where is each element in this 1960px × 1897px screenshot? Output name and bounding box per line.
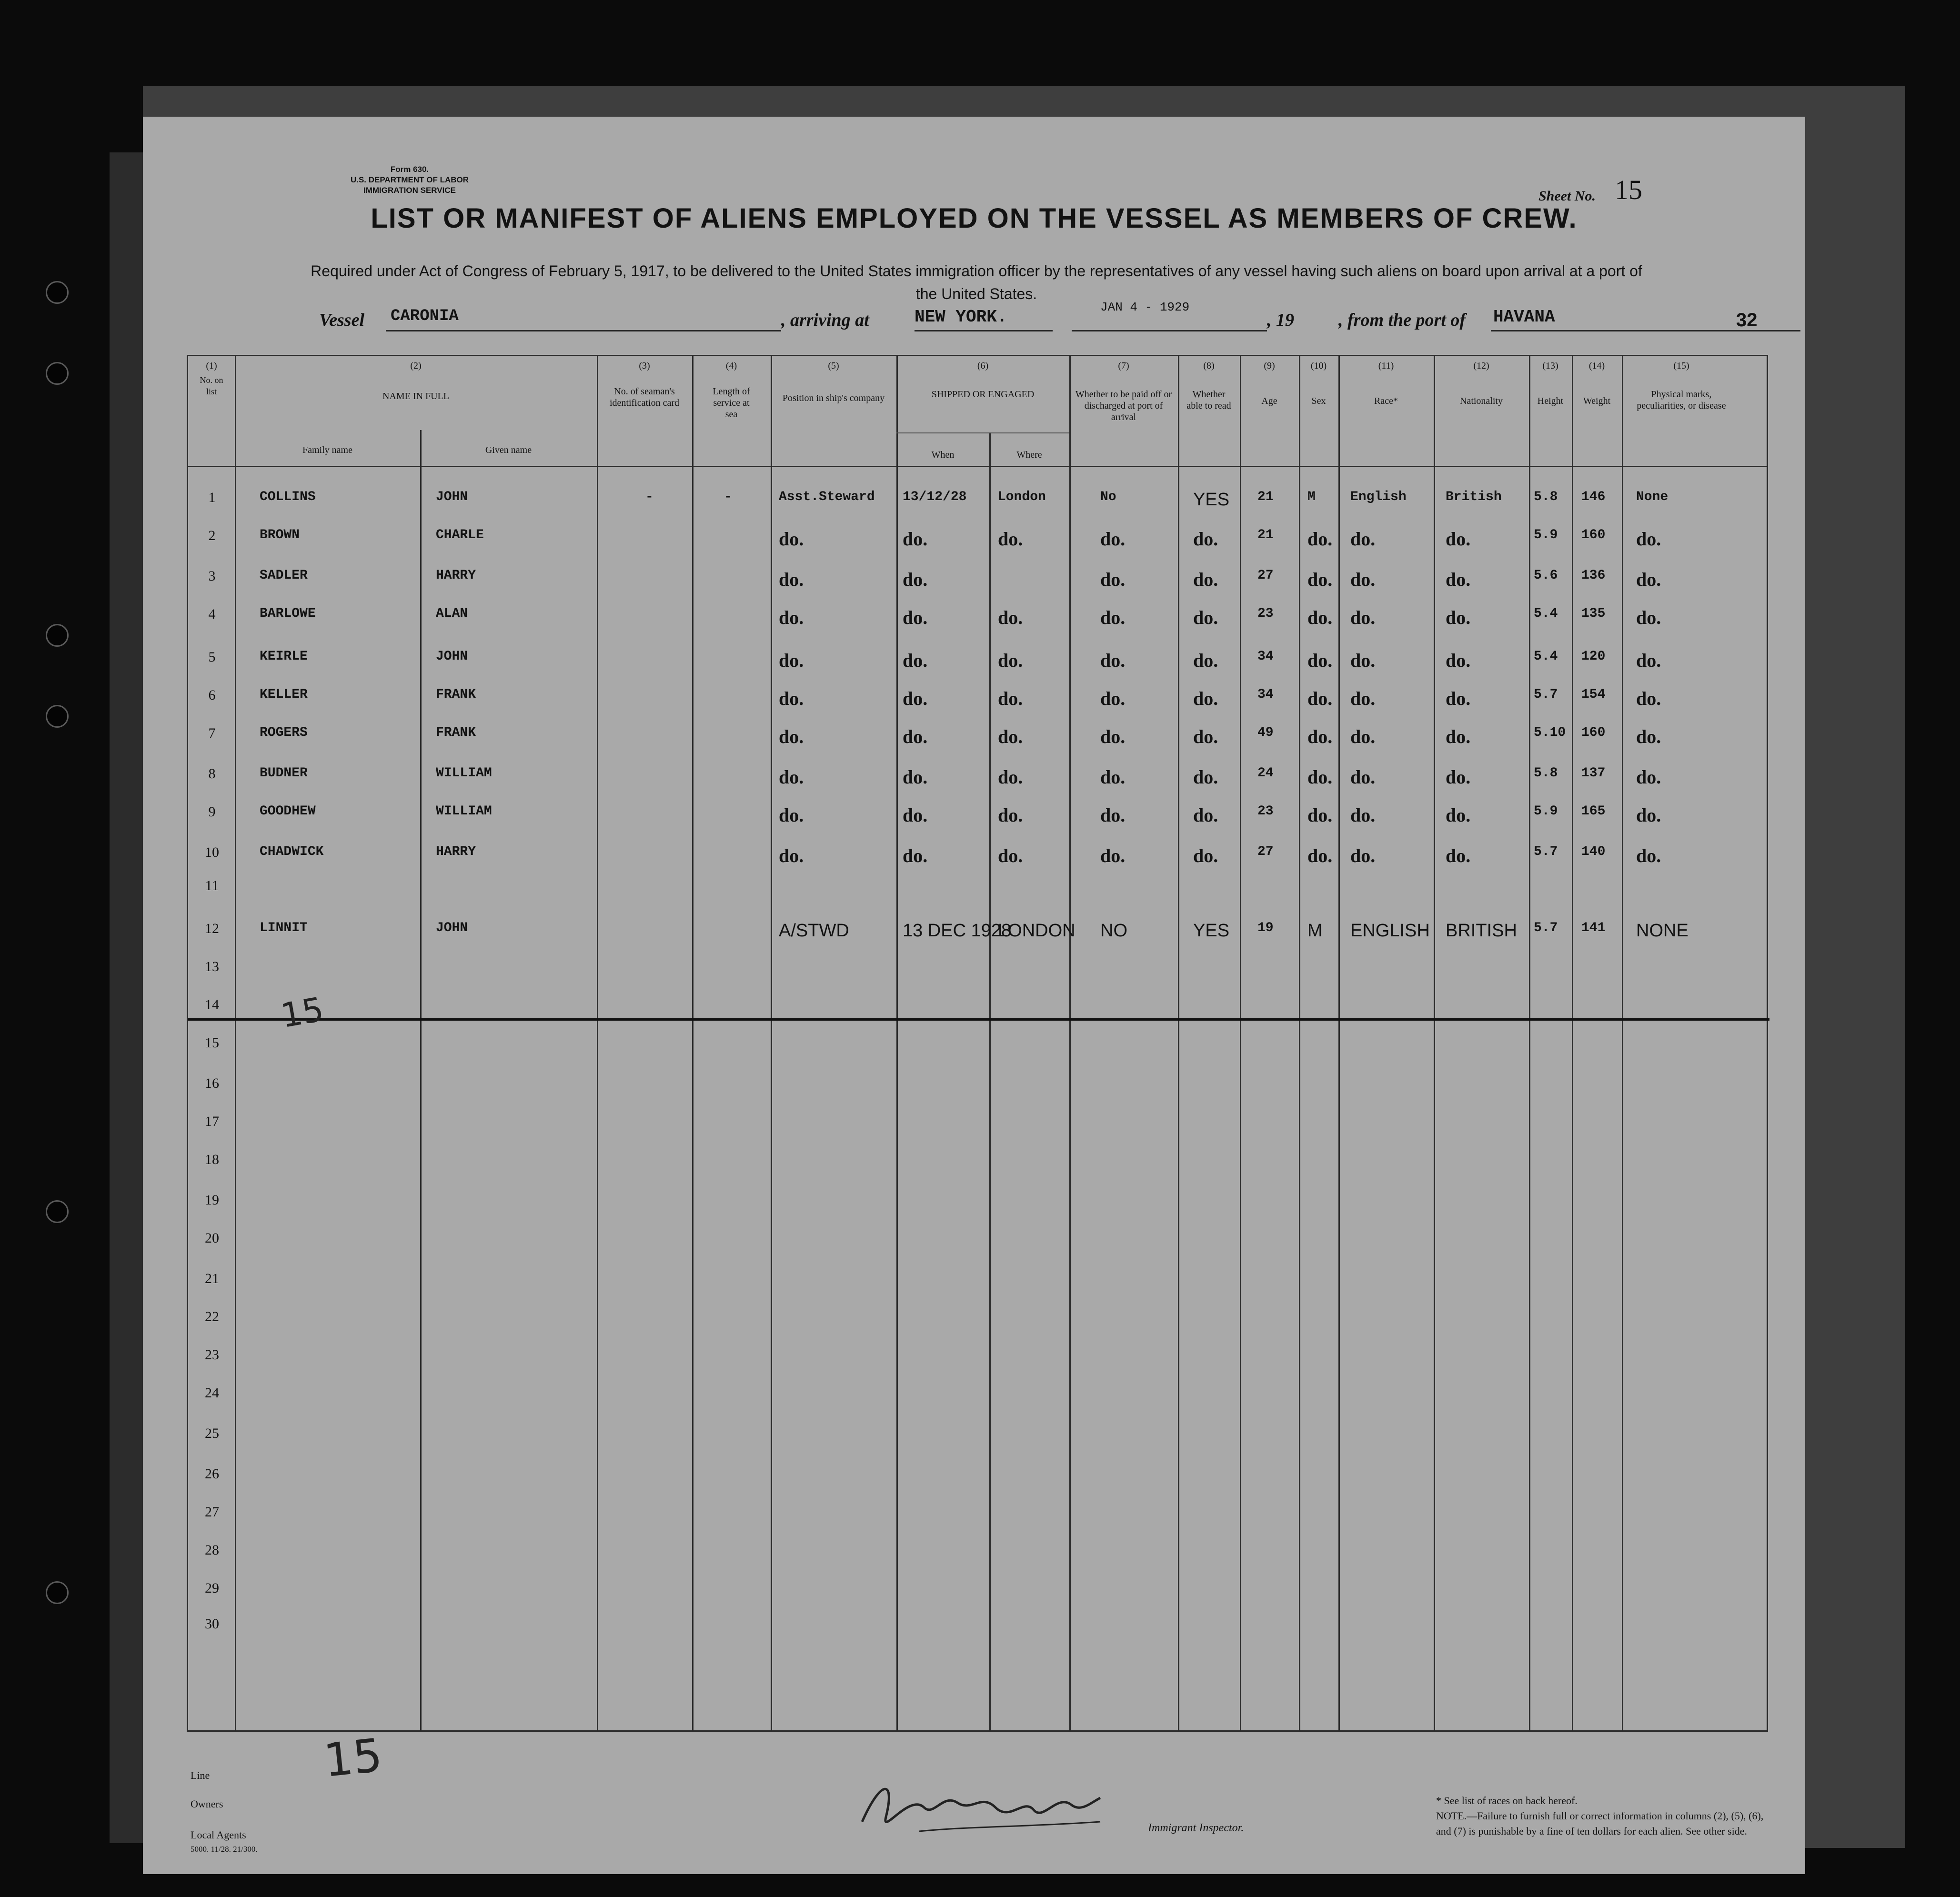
row-number: 9 [208,804,216,820]
cell-weight: 160 [1581,528,1606,542]
cell-weight: 120 [1581,649,1606,664]
cell-age: 19 [1257,921,1274,935]
cell-sex: do. [1307,607,1333,628]
cell-weight: 141 [1581,921,1606,935]
cell-sex: do. [1307,845,1333,866]
arrival-date-stamp: JAN 4 - 1929 [1100,300,1190,314]
cell-given-name: FRANK [436,687,476,702]
cell-position: do. [779,688,804,709]
cell-age: 23 [1257,606,1274,621]
cell-race: do. [1350,804,1376,826]
row-number: 15 [205,1035,219,1051]
form-header [348,164,472,196]
row-number: 24 [205,1385,219,1401]
col-height-header: (13) Height [1537,361,1564,406]
cell-able-to-read: do. [1193,607,1218,628]
col-sex-header: (10) Sex [1310,361,1327,406]
cell-height: 5.9 [1534,528,1558,542]
cell-shipped-when: do. [903,569,928,590]
cell-shipped-when: do. [903,845,928,866]
cell-weight: 165 [1581,804,1606,819]
col-family-header: Family name [302,445,352,455]
row-number: 5 [208,649,216,665]
service: IMMIGRATION SERVICE [363,186,456,195]
cell-physical-marks: do. [1636,804,1661,826]
cell-height: 5.8 [1534,766,1558,781]
footer-line-label: Line [191,1769,210,1781]
cell-race: do. [1350,688,1376,709]
cell-given-name: WILLIAM [436,804,492,819]
cell-able-to-read: do. [1193,688,1218,709]
cell-able-to-read: YES [1193,921,1230,941]
cell-family-name: ROGERS [260,725,308,740]
from-port-label: , from the port of [1338,310,1466,330]
footer-agents-label: Local Agents [191,1829,246,1841]
cell-position: do. [779,569,804,590]
row-number: 27 [205,1504,219,1520]
footnotes [1436,1793,1779,1839]
department: U.S. DEPARTMENT OF LABOR [350,175,469,184]
cell-shipped-when: do. [903,650,928,671]
cell-family-name: CHADWICK [260,844,324,859]
cell-sex: do. [1307,528,1333,550]
cell-physical-marks: do. [1636,528,1661,550]
cell-shipped-where: do. [998,845,1023,866]
cell-service-length: - [724,490,732,504]
footer-owners-label: Owners [191,1798,223,1810]
cell-weight: 135 [1581,606,1606,621]
cell-able-to-read: do. [1193,766,1218,788]
cell-age: 27 [1257,844,1274,859]
cell-shipped-when: do. [903,766,928,788]
cell-position: do. [779,766,804,788]
cell-shipped-when: 13 DEC 1928 [903,921,1012,941]
cell-nationality: do. [1446,650,1471,671]
cell-sex: do. [1307,569,1333,590]
cell-physical-marks: do. [1636,607,1661,628]
page-number: 32 [1736,310,1758,331]
cell-shipped-where: do. [998,804,1023,826]
cell-weight: 136 [1581,568,1606,583]
row-number: 21 [205,1271,219,1286]
cell-race: do. [1350,607,1376,628]
cell-family-name: BUDNER [260,766,308,781]
cell-position: do. [779,607,804,628]
cell-shipped-when: do. [903,688,928,709]
row-number: 22 [205,1309,219,1325]
cell-shipped-where: LONDON [998,921,1075,941]
cell-sex: do. [1307,650,1333,671]
cell-shipped-when: do. [903,607,928,628]
cell-nationality: British [1446,490,1502,504]
page-subtitle: Required under Act of Congress of February 5, 1917, to be delivered to the United States immigration officer by the representatives of any vessel having such aliens on board upon arrival at a port of the United States. [311,262,1642,302]
cell-given-name: FRANK [436,725,476,740]
cell-family-name: COLLINS [260,490,316,504]
cell-position: do. [779,528,804,550]
cell-nationality: do. [1446,607,1471,628]
cell-paid-off: do. [1100,688,1126,709]
cell-position: Asst.Steward [779,490,875,504]
cell-nationality: do. [1446,688,1471,709]
row-number: 25 [205,1425,219,1441]
races-note: * See list of races on back hereof. [1436,1795,1578,1807]
cell-given-name: HARRY [436,568,476,583]
cell-race: do. [1350,650,1376,671]
cell-weight: 154 [1581,687,1606,702]
manifest-sheet [143,117,1805,1874]
col-race-header: (11) Race* [1374,361,1398,406]
cell-age: 49 [1257,725,1274,740]
cell-sex: M [1307,490,1316,504]
arrival-port: NEW YORK. [915,307,1007,327]
col-given-header: Given name [485,445,532,455]
cell-height: 5.6 [1534,568,1558,583]
cell-sex: M [1307,921,1323,941]
cell-age: 21 [1257,490,1274,504]
sheet-label: Sheet No. [1538,188,1596,204]
cell-given-name: CHARLE [436,528,484,542]
cell-sex: do. [1307,726,1333,747]
vessel-underline [386,330,781,331]
row-number: 30 [205,1616,219,1632]
binder-hole [46,1581,69,1604]
port-underline [915,330,1053,331]
cell-position: do. [779,804,804,826]
cell-weight: 160 [1581,725,1606,740]
cell-height: 5.7 [1534,687,1558,702]
cell-nationality: do. [1446,528,1471,550]
cell-weight: 140 [1581,844,1606,859]
cell-physical-marks: NONE [1636,921,1689,941]
row-number: 4 [208,606,216,622]
col-when-header: When [931,450,955,460]
cell-able-to-read: YES [1193,490,1230,510]
cell-nationality: do. [1446,766,1471,788]
cell-paid-off: do. [1100,804,1126,826]
arriving-label: , arriving at [781,310,869,330]
cell-nationality: do. [1446,804,1471,826]
cell-height: 5.4 [1534,606,1558,621]
cell-given-name: WILLIAM [436,766,492,781]
cell-physical-marks: do. [1636,845,1661,866]
cell-able-to-read: do. [1193,569,1218,590]
col-name-header: (2) NAME IN FULL [382,361,449,401]
cell-able-to-read: do. [1193,845,1218,866]
cell-shipped-where: London [998,490,1046,504]
cell-age: 24 [1257,766,1274,781]
cell-nationality: BRITISH [1446,921,1517,941]
col-weight-header: (14) Weight [1583,361,1611,406]
cell-physical-marks: do. [1636,650,1661,671]
cell-shipped-when: do. [903,726,928,747]
row-number: 1 [208,490,216,505]
row-number: 29 [205,1580,219,1596]
cell-sex: do. [1307,804,1333,826]
cell-race: English [1350,490,1407,504]
row-number: 7 [208,725,216,741]
binder-hole [46,705,69,728]
row-number: 23 [205,1347,219,1363]
row-number: 3 [208,568,216,584]
sheet-number: 15 [1615,174,1642,205]
departure-port: HAVANA [1493,307,1555,327]
cell-given-name: JOHN [436,649,468,664]
row-number: 11 [205,878,219,893]
col-read-header: (8) Whether able to read [1186,361,1231,411]
cell-position: do. [779,845,804,866]
cell-nationality: do. [1446,845,1471,866]
inspector-signature [853,1765,1157,1846]
col-no-header: (1) No. on list [200,361,223,396]
col-position-header: (5) Position in ship's company [782,361,885,403]
cell-id-card-no: - [645,490,653,504]
cell-paid-off: No [1100,490,1116,504]
crew-manifest-table [187,355,1768,1732]
vessel-label: Vessel [319,310,364,330]
cell-age: 34 [1257,687,1274,702]
cell-height: 5.4 [1534,649,1558,664]
cell-weight: 146 [1581,490,1606,504]
cell-shipped-when: do. [903,528,928,550]
cell-family-name: SADLER [260,568,308,583]
cell-age: 34 [1257,649,1274,664]
cell-position: do. [779,726,804,747]
cell-nationality: do. [1446,569,1471,590]
cell-able-to-read: do. [1193,650,1218,671]
row-number: 20 [205,1230,219,1246]
cell-family-name: BROWN [260,528,300,542]
col-shipped-header: (6) SHIPPED OR ENGAGED [931,361,1035,400]
cell-height: 5.7 [1534,844,1558,859]
year-label: , 19 [1267,310,1294,330]
cell-shipped-when: do. [903,804,928,826]
col-card-header: (3) No. of seaman's identification card [609,361,680,408]
cell-shipped-when: 13/12/28 [903,490,967,504]
cell-race: do. [1350,766,1376,788]
vessel-name: CARONIA [391,307,459,325]
cell-shipped-where: do. [998,650,1023,671]
binder-hole [46,1200,69,1223]
cell-able-to-read: do. [1193,804,1218,826]
row-number: 12 [205,921,219,936]
cell-paid-off: do. [1100,650,1126,671]
row-number: 19 [205,1192,219,1208]
cell-shipped-where: do. [998,528,1023,550]
cell-shipped-where: do. [998,688,1023,709]
cell-age: 21 [1257,528,1274,542]
cell-race: do. [1350,845,1376,866]
cell-shipped-where: do. [998,766,1023,788]
cell-family-name: KEIRLE [260,649,308,664]
binder-hole [46,281,69,304]
cell-age: 27 [1257,568,1274,583]
cell-shipped-where: do. [998,726,1023,747]
cell-physical-marks: do. [1636,569,1661,590]
cell-paid-off: do. [1100,607,1126,628]
cell-age: 23 [1257,804,1274,819]
col-age-header: (9) Age [1261,361,1277,406]
col-service-header: (4) Length of service at sea [713,361,750,420]
col-marks-header: (15) Physical marks, peculiarities, or disease [1637,361,1726,411]
col-where-header: Where [1016,450,1042,460]
cell-height: 5.9 [1534,804,1558,819]
row-number: 17 [205,1114,219,1129]
inspector-label: Immigrant Inspector. [1148,1822,1244,1834]
cell-position: do. [779,650,804,671]
cell-family-name: KELLER [260,687,308,702]
cell-family-name: LINNIT [260,921,308,935]
cell-given-name: HARRY [436,844,476,859]
cell-family-name: BARLOWE [260,606,316,621]
form-number: Form 630. [390,165,429,174]
row-number: 8 [208,766,216,782]
cell-paid-off: do. [1100,766,1126,788]
row-number: 16 [205,1075,219,1091]
cell-height: 5.10 [1534,725,1566,740]
row-number: 18 [205,1152,219,1167]
cell-paid-off: do. [1100,569,1126,590]
cell-physical-marks: do. [1636,766,1661,788]
cell-sex: do. [1307,688,1333,709]
cell-race: do. [1350,569,1376,590]
row-number: 28 [205,1542,219,1558]
cell-given-name: JOHN [436,490,468,504]
row-number: 26 [205,1466,219,1482]
margin-note: 15 [278,989,327,1036]
cell-race: do. [1350,528,1376,550]
margin-note: 15 [321,1728,385,1788]
cell-paid-off: do. [1100,528,1126,550]
cell-paid-off: do. [1100,845,1126,866]
col-paidoff-header: (7) Whether to be paid off or discharged at port of arrival [1075,361,1172,422]
print-code: 5000. 11/28. 21/300. [191,1845,258,1854]
cell-given-name: ALAN [436,606,468,621]
cell-physical-marks: None [1636,490,1669,504]
cell-physical-marks: do. [1636,688,1661,709]
row-number: 10 [205,844,219,860]
cell-race: ENGLISH [1350,921,1430,941]
row-number: 13 [205,959,219,974]
cell-able-to-read: do. [1193,726,1218,747]
cell-position: A/STWD [779,921,849,941]
cell-paid-off: do. [1100,726,1126,747]
cell-height: 5.7 [1534,921,1558,935]
cell-able-to-read: do. [1193,528,1218,550]
date-underline [1072,330,1267,331]
row-11-strike [188,1018,1769,1021]
cell-race: do. [1350,726,1376,747]
cell-height: 5.8 [1534,490,1558,504]
penalty-note: NOTE.—Failure to furnish full or correct information in columns (2), (5), (6), and (7) is punishable by a fine of ten dollars for each alien. See other side. [1436,1810,1764,1837]
row-number: 6 [208,687,216,703]
cell-paid-off: NO [1100,921,1127,941]
page-title: LIST OR MANIFEST OF ALIENS EMPLOYED ON THE VESSEL AS MEMBERS OF CREW. [371,203,1578,234]
binder-hole [46,624,69,647]
col-nationality-header: (12) Nationality [1460,361,1503,406]
row-number: 2 [208,528,216,543]
cell-family-name: GOODHEW [260,804,316,819]
cell-shipped-where: do. [998,607,1023,628]
cell-weight: 137 [1581,766,1606,781]
cell-given-name: JOHN [436,921,468,935]
cell-nationality: do. [1446,726,1471,747]
binder-hole [46,362,69,385]
cell-physical-marks: do. [1636,726,1661,747]
cell-sex: do. [1307,766,1333,788]
row-number: 14 [205,997,219,1013]
